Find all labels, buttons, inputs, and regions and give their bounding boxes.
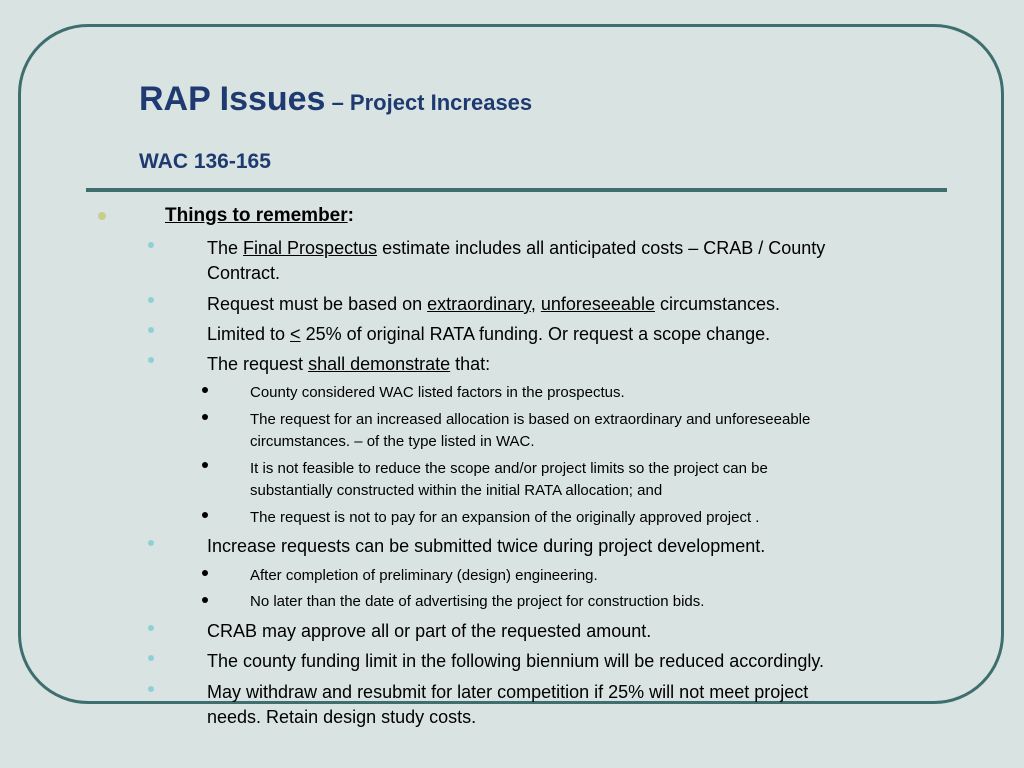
list-item-withdraw-resubmit-cont: needs. Retain design study costs.	[207, 707, 477, 727]
slide-subtitle: WAC 136-165	[139, 150, 271, 173]
bullet-icon	[148, 625, 154, 631]
underlined-text: Final Prospectus	[243, 238, 378, 258]
bullet-icon	[202, 387, 208, 393]
sub-item-increased-allocation-cont: circumstances. – of the type listed in WAC.	[250, 433, 535, 450]
underlined-text: shall demonstrate	[308, 354, 451, 374]
title-main: RAP Issues	[139, 80, 326, 118]
underlined-text: unforeseeable	[540, 294, 655, 314]
sub-item-not-feasible-cont: substantially constructed within the initial RATA allocation; and	[250, 482, 663, 499]
bullet-icon	[148, 540, 154, 546]
heading-things-to-remember	[165, 205, 354, 227]
bullet-icon	[98, 212, 106, 220]
text: Request must be based on	[207, 294, 428, 314]
list-item-withdraw-resubmit: May withdraw and resubmit for later competition if 25% will not meet project	[207, 682, 809, 702]
bullet-icon	[202, 597, 208, 603]
bullet-icon	[148, 655, 154, 661]
text: Limited to	[207, 324, 291, 344]
list-item-submitted-twice: Increase requests can be submitted twice during project development.	[207, 536, 766, 556]
text: The request	[207, 354, 309, 374]
bullet-icon	[202, 414, 208, 420]
list-item-request-basis	[207, 292, 780, 317]
sub-item-not-feasible: It is not feasible to reduce the scope and/or project limits so the project can be	[250, 460, 768, 477]
list-item-funding-limit: The county funding limit in the following biennium will be reduced accordingly.	[207, 651, 825, 671]
bullet-icon	[148, 242, 154, 248]
title-sub: – Project Increases	[325, 90, 533, 115]
list-item-limited-to	[207, 322, 770, 347]
underlined-text: <	[290, 324, 301, 344]
heading-label: Things to remember	[165, 205, 348, 226]
sub-item-no-expansion: The request is not to pay for an expansion of the originally approved project .	[250, 509, 760, 526]
heading-colon: :	[347, 205, 354, 226]
underlined-text: extraordinary	[427, 294, 531, 314]
list-item-final-prospectus	[207, 236, 825, 261]
text: The	[207, 238, 244, 258]
sub-item-after-completion: After completion of preliminary (design) engineering.	[250, 567, 598, 584]
list-item-crab-approve: CRAB may approve all or part of the requested amount.	[207, 621, 652, 641]
bullet-icon	[148, 357, 154, 363]
text: that:	[450, 354, 491, 374]
bullet-icon	[148, 686, 154, 692]
sub-item-increased-allocation: The request for an increased allocation is based on extraordinary and unforeseeable	[250, 411, 811, 428]
sub-item-wac-factors: County considered WAC listed factors in the prospectus.	[250, 384, 625, 401]
bullet-icon	[202, 570, 208, 576]
text: circumstances.	[654, 294, 781, 314]
bullet-icon	[148, 327, 154, 333]
list-item-shall-demonstrate	[207, 352, 490, 377]
text: 25% of original RATA funding. Or request a scope change.	[300, 324, 771, 344]
text: ,	[530, 294, 541, 314]
text: estimate includes all anticipated costs – CRAB / County	[377, 238, 826, 258]
bullet-icon	[202, 512, 208, 518]
bullet-icon	[202, 462, 208, 468]
list-item-final-prospectus-cont: Contract.	[207, 263, 281, 283]
sub-item-no-later-than: No later than the date of advertising the project for construction bids.	[250, 593, 705, 610]
bullet-icon	[148, 297, 154, 303]
